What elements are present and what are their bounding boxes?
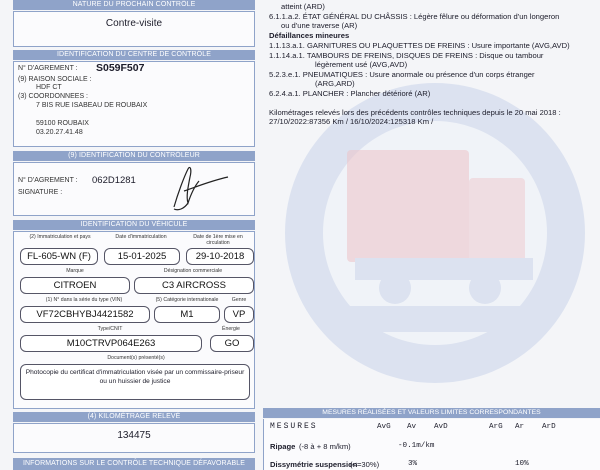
- defect-text: PNEUMATIQUES : Usure anormale ou présence d'un corps étranger: [302, 70, 535, 79]
- signature-label: SIGNATURE :: [18, 189, 63, 196]
- mileage-box: [13, 423, 255, 453]
- defect-minor-3: [269, 70, 535, 79]
- vehicle-box: [13, 231, 255, 409]
- unfavorable-info-header: INFORMATIONS SUR LE CONTRÔLE TECHNIQUE DÉFAVORABLE: [13, 458, 255, 470]
- mileage-value: 134475: [117, 430, 151, 441]
- measure-limit: (-8 à + 8 m/km): [299, 442, 351, 451]
- coords-label: (3) COORDONNEES :: [18, 93, 89, 100]
- model-field: C3 AIRCROSS: [134, 277, 254, 294]
- model-caption: Désignation commerciale: [163, 268, 223, 274]
- centre-phone: 03.20.27.41.48: [36, 129, 83, 136]
- reg-date-caption: Date d'immatriculation: [115, 234, 167, 240]
- defect-minor-2: [269, 51, 543, 60]
- plate-caption: (2) Immatriculation et pays: [29, 234, 91, 240]
- vin-field: VF72CBHYBJ4421582: [20, 306, 150, 323]
- measure-ar-value: 10%: [515, 460, 529, 468]
- measures-header: MESURES RÉALISÉES ET VALEURS LIMITES CORRESPONDANTES: [263, 408, 600, 418]
- measure-av-value: 3%: [408, 460, 418, 468]
- defect-code: 6.2.4.a.1.: [269, 89, 301, 98]
- make-field: CITROEN: [20, 277, 130, 294]
- genre-caption: Genre: [231, 297, 247, 303]
- defect-minor-2-cont: légèrement usé (AVG,AVD): [315, 60, 408, 69]
- km-history-values: 27/10/2022:87356 Km / 16/10/2024:125318 Km /: [269, 117, 434, 126]
- address-line-2: 59100 ROUBAIX: [36, 120, 89, 127]
- docs-field: Photocopie du certificat d'immatriculation visée par un commissaire-priseur ou un huissier de justice: [20, 364, 250, 400]
- first-date-field: 29-10-2018: [186, 248, 254, 265]
- defect-code: 1.1.14.a.1.: [269, 51, 305, 60]
- measure-label: Ripage: [270, 442, 296, 451]
- company-label: (9) RAISON SOCIALE :: [18, 76, 92, 83]
- col-avg: AvG: [377, 423, 391, 431]
- centre-agreement-value: S059F507: [96, 62, 145, 74]
- category-caption: (5) Catégorie internationale: [155, 297, 219, 303]
- col-av: Av: [407, 423, 417, 431]
- controller-agreement-label: N° D'AGREMENT :: [18, 177, 78, 184]
- col-avd: AvD: [434, 423, 448, 431]
- controller-box: [13, 162, 255, 216]
- defect-code: 5.2.3.e.1.: [269, 70, 301, 79]
- measure-limit: (<=30%): [350, 460, 380, 469]
- type-field: M10CTRVP064E263: [20, 335, 202, 352]
- docs-caption: Document(s) présenté(s): [107, 355, 165, 361]
- company-value: HDF CT: [36, 84, 62, 91]
- defect-minor-4: [269, 89, 430, 98]
- controller-signature: [144, 163, 234, 215]
- address-line-1: 7 BIS RUE ISABEAU DE ROUBAIX: [36, 102, 148, 109]
- make-caption: Marque: [66, 268, 84, 274]
- plate-field: FL-605-WN (F): [20, 248, 98, 265]
- col-arg: ArG: [489, 423, 503, 431]
- vin-caption: (1) N° dans la série du type (VIN): [45, 297, 123, 303]
- defect-text: ÉTAT GÉNÉRAL DU CHÂSSIS : Légère fêlure ou déformation d'un longeron: [302, 12, 560, 21]
- defect-line-top: atteint (ARD): [281, 2, 325, 11]
- defect-major-1-cont: ou d'une traverse (AR): [281, 21, 358, 30]
- next-visit-box: [13, 11, 255, 47]
- reg-date-field: 15-01-2025: [104, 248, 180, 265]
- centre-header: IDENTIFICATION DU CENTRE DE CONTRÔLE: [13, 50, 255, 60]
- measure-label: Dissymétrie suspension: [270, 460, 358, 469]
- minor-defects-header: Défaillances mineures: [269, 31, 350, 40]
- controller-agreement-value: 062D1281: [92, 175, 136, 186]
- defect-text: GARNITURES OU PLAQUETTES DE FREINS : Usure importante (AVG,AVD): [307, 41, 570, 50]
- measures-col-title: MESURES: [270, 422, 318, 431]
- col-ar: Ar: [515, 423, 525, 431]
- next-visit-header: NATURE DU PROCHAIN CONTRÔLE: [13, 0, 255, 10]
- defect-text: PLANCHER : Plancher détérioré (AR): [302, 89, 431, 98]
- right-column: [263, 0, 600, 470]
- energy-field: GO: [210, 335, 254, 352]
- mileage-header: (4) KILOMÉTRAGE RELEVÉ: [13, 412, 255, 422]
- defect-text: TAMBOURS DE FREINS, DISQUES DE FREINS : Disque ou tambour: [306, 51, 544, 60]
- energy-caption: Énergie: [222, 326, 240, 332]
- centre-agreement-label: N° D'AGREMENT :: [18, 65, 78, 72]
- defect-code: 6.1.1.a.2.: [269, 12, 301, 21]
- genre-field: VP: [224, 306, 254, 323]
- defect-minor-3-cont: (ARG,ARD): [315, 79, 355, 88]
- measures-table: [263, 419, 600, 470]
- controller-header: (9) IDENTIFICATION DU CONTRÔLEUR: [13, 151, 255, 161]
- measure-av-value: -0.1m/km: [398, 442, 435, 450]
- category-field: M1: [154, 306, 220, 323]
- col-ard: ArD: [542, 423, 556, 431]
- type-caption: Type/CNIT: [97, 326, 123, 332]
- next-visit-value: Contre-visite: [105, 18, 163, 29]
- first-date-caption: Date de 1ère mise en circulation: [193, 234, 243, 246]
- vehicle-header: IDENTIFICATION DU VÉHICULE: [13, 220, 255, 230]
- defect-major-1: [269, 12, 559, 21]
- defect-code: 1.1.13.a.1.: [269, 41, 305, 50]
- defect-minor-1: [269, 41, 570, 50]
- centre-box: [13, 61, 255, 147]
- km-history-note: Kilométrages relevés lors des précédents contrôles techniques depuis le 20 mai 2018 :: [269, 108, 561, 117]
- left-column: [9, 0, 261, 470]
